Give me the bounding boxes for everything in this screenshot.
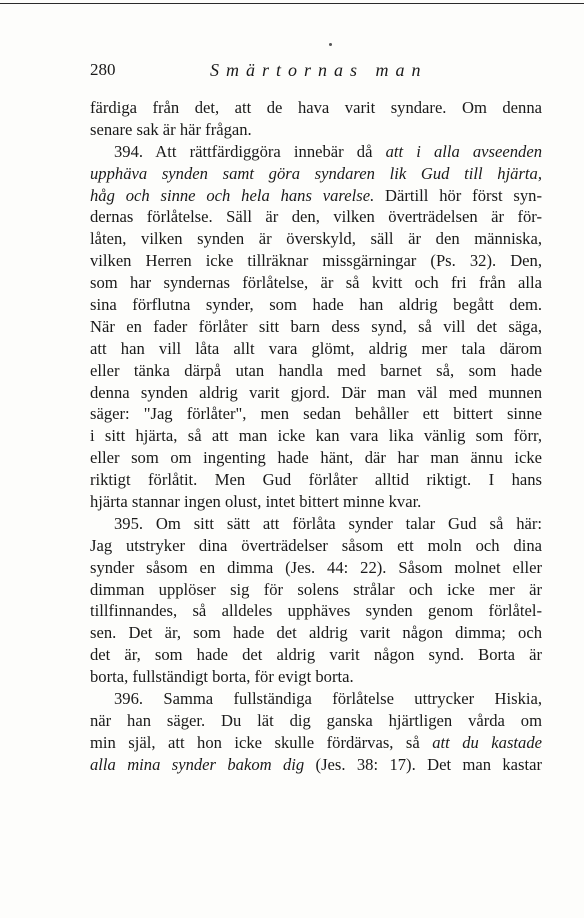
text-run: som har syndernas förlåtelse, är så kvitt och fri från alla [90,273,542,293]
page-number: 280 [90,60,116,79]
text-line [90,710,542,732]
text-line [90,579,542,601]
print-speck [329,43,332,46]
text-run: borta, fullständigt borta, för evigt borta. [90,667,354,687]
text-run: att han vill låta allt vara glömt, aldrig mer tala därom [90,338,542,358]
text-line [90,732,542,754]
text-run: (Jes. 38: 17). Det man kastar [304,754,543,774]
text-run: vilken Herren icke tillräknar missgärningar (Ps. 32). Den, [90,251,542,271]
italic-text: att i alla avseenden [385,141,542,161]
italic-text: håg och sinne och hela hans varelse. [90,185,375,205]
text-line [90,535,542,557]
text-line [90,316,542,338]
text-line [90,491,542,513]
running-title: Smärtornas man [210,60,428,80]
text-run: dimman upplöser sig för solens strålar och icke mer är [90,579,542,599]
text-line [90,97,542,119]
text-run: sina förflutna synder, som hade han aldrig begått dem. [90,295,542,315]
text-line [90,206,542,228]
text-line [90,185,542,207]
text-line [90,163,542,185]
page-header [90,60,542,86]
text-run: det är, som hade det aldrig varit någon synd. Borta är [90,645,542,665]
text-line [90,425,542,447]
italic-text: alla mina synder bakom dig [90,754,305,774]
text-run: Därtill hör först syn- [374,185,542,205]
text-line [90,360,542,382]
text-run: denna synden aldrig varit gjord. Där man väl med munnen [90,382,542,402]
top-edge-rule [0,3,584,4]
text-line [90,119,542,141]
text-line [90,754,542,776]
text-line [90,513,542,535]
text-run: 395. Om sitt sätt att förlåta synder talar Gud så här: [114,513,542,533]
text-run: min själ, att hon icke skulle fördärvas, så [90,732,433,752]
text-run: 396. Samma fullständiga förlåtelse uttrycker Hiskia, [114,689,542,709]
text-run: synder såsom en dimma (Jes. 44: 22). Såsom molnet eller [90,557,542,577]
text-line [90,622,542,644]
text-run: dernas förlåtelse. Säll är den, vilken överträdelsen är för- [90,207,542,227]
text-line [90,294,542,316]
text-run: eller som om ingenting hade hänt, där har man ännu icke [90,448,542,468]
text-line [90,338,542,360]
text-run: 394. Att rättfärdiggöra innebär då [114,141,386,161]
text-line [90,666,542,688]
text-run: tillfinnandes, så alldeles upphäves synden genom förlåtel- [90,601,542,621]
text-run: låten, vilken synden är överskyld, säll är den människa, [90,229,542,249]
text-run: färdiga från det, att de hava varit syndare. Om denna [90,98,542,117]
text-line [90,272,542,294]
text-run: säger: "Jag förlåter", men sedan behåller ett bittert sinne [90,404,542,424]
text-line [90,644,542,666]
text-run: eller tänka därpå utan handla med barnet så, som hade [90,360,542,380]
italic-text: upphäva synden samt göra syndaren lik Gud till hjärta, [90,163,542,183]
text-run: hjärta stannar ingen olust, intet bittert minne kvar. [90,492,422,512]
text-run: senare sak är här frågan. [90,119,252,139]
text-line [90,469,542,491]
text-run: Jag utstryker dina överträdelser såsom ett moln och dina [90,535,542,555]
text-run: när han säger. Du lät dig ganska hjärtligen vårda om [90,710,542,730]
body-text [90,97,542,776]
text-line [90,250,542,272]
text-line [90,600,542,622]
text-run: sen. Det är, som hade det aldrig varit någon dimma; och [90,623,542,643]
text-run: riktigt förlåtit. Men Gud förlåter alltid riktigt. I hans [90,470,542,490]
text-line [90,688,542,710]
text-line [90,557,542,579]
text-line [90,228,542,250]
text-run: När en fader förlåter sitt barn dess synd, så vill det säga, [90,316,542,336]
text-line [90,447,542,469]
text-run: i sitt hjärta, så att man icke kan vara lika vänlig som förr, [90,426,542,446]
text-line [90,382,542,404]
text-line [90,403,542,425]
text-line [90,141,542,163]
italic-text: att du kastade [432,732,542,752]
